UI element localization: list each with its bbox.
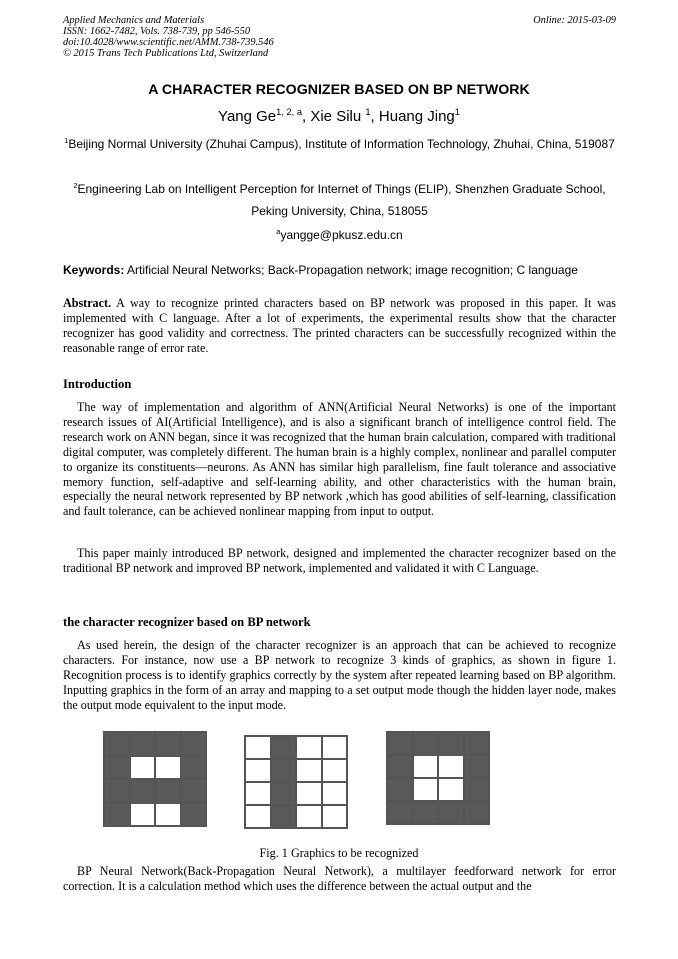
paper-title: A CHARACTER RECOGNIZER BASED ON BP NETWORK: [148, 82, 530, 98]
issn-line: ISSN: 1662-7482, Vols. 738-739, pp 546-550: [63, 26, 251, 37]
filled-cell: [464, 732, 490, 755]
empty-cell: [130, 803, 156, 827]
journal-name: Applied Mechanics and Materials: [63, 15, 205, 26]
keywords-text: Artificial Neural Networks; Back-Propagation network; image recognition; C language: [124, 263, 578, 277]
filled-cell: [438, 732, 464, 755]
affiliation-text: Engineering Lab on Intelligent Perception for Internet of Things (ELIP), Shenzhen Graduate School, Peking University, China, 518055: [77, 182, 606, 218]
filled-cell: [155, 732, 181, 756]
empty-cell: [296, 805, 322, 828]
abstract-label: Abstract.: [63, 296, 112, 310]
filled-cell: [413, 732, 439, 755]
filled-cell: [181, 732, 207, 756]
intro-paragraph-2: This paper mainly introduced BP network, designed and implemented the character recognizer based on the traditional BP network and improved BP network, implemented and validated it with C Language.: [63, 546, 616, 575]
graphic-grid-1: [103, 731, 207, 827]
empty-cell: [245, 782, 271, 805]
affiliation-sup: 1: [64, 136, 69, 145]
filled-cell: [104, 779, 130, 803]
author-name: Huang Jing: [378, 108, 455, 125]
graphic-grid-3: [386, 731, 490, 825]
online-date: Online: 2015-03-09: [533, 15, 616, 26]
empty-cell: [322, 805, 348, 828]
author-name: Yang Ge: [218, 108, 277, 125]
section-paragraph-1: As used herein, the design of the character recognizer is an approach that can be achieved to recognize characters. For instance, now use a BP network to recognize 3 kinds of graphics, as shown in figure 1. Recognition process is to identify graphics correctly by the system after repeated learning based on BP algorithm. Inputting graphics in the form of an array and mapping to a set output mode though the hidden layer node, makes the output mode equivalent to the input mode.: [63, 638, 616, 712]
empty-cell: [322, 736, 348, 759]
intro-heading: Introduction: [63, 377, 132, 391]
email-sup: a: [276, 227, 281, 236]
copyright-line: © 2015 Trans Tech Publications Ltd, Switzerland: [63, 48, 269, 59]
figure-caption: Fig. 1 Graphics to be recognized: [259, 846, 419, 860]
filled-cell: [104, 803, 130, 827]
empty-cell: [245, 805, 271, 828]
author-name: Xie Silu: [310, 108, 366, 125]
filled-cell: [387, 732, 413, 755]
filled-cell: [181, 803, 207, 827]
filled-cell: [271, 805, 297, 828]
filled-cell: [464, 778, 490, 801]
affiliation-text: Beijing Normal University (Zhuhai Campus), Institute of Information Technology, Zhuhai, China, 519087: [68, 137, 615, 151]
author-line: [0, 108, 678, 125]
journal-meta: [63, 15, 274, 59]
empty-cell: [322, 782, 348, 805]
filled-cell: [130, 732, 156, 756]
keywords: [63, 263, 616, 277]
author-email: [63, 224, 616, 246]
author-sep: ,: [302, 108, 311, 125]
affiliation-1: [63, 133, 616, 155]
email-text: yangge@pkusz.edu.cn: [280, 228, 403, 242]
empty-cell: [296, 782, 322, 805]
empty-cell: [322, 759, 348, 782]
filled-cell: [464, 755, 490, 778]
author-sup: 1, 2, a: [276, 107, 302, 117]
filled-cell: [271, 759, 297, 782]
empty-cell: [155, 803, 181, 827]
affiliation-2: [63, 178, 616, 222]
affiliation-sup: 2: [73, 181, 78, 190]
graphic-grid-2: [244, 735, 348, 829]
filled-cell: [104, 732, 130, 756]
empty-cell: [438, 778, 464, 801]
author-sup: 1: [365, 107, 371, 117]
filled-cell: [271, 736, 297, 759]
doi-line: doi:10.4028/www.scientific.net/AMM.738-739.546: [63, 37, 274, 48]
filled-cell: [181, 779, 207, 803]
filled-cell: [387, 778, 413, 801]
abstract-text: A way to recognize printed characters based on BP network was proposed in this paper. It was implemented with C language. After a lot of experiments, the experimental results show that the character recognizer has good validity and correctness. The printed characters can be successfully recognized within the reasonable range of error rate.: [63, 296, 616, 355]
filled-cell: [464, 801, 490, 824]
empty-cell: [155, 756, 181, 780]
filled-cell: [387, 801, 413, 824]
filled-cell: [387, 755, 413, 778]
empty-cell: [245, 736, 271, 759]
keywords-label: Keywords:: [63, 263, 125, 277]
empty-cell: [413, 778, 439, 801]
empty-cell: [130, 756, 156, 780]
empty-cell: [413, 755, 439, 778]
intro-paragraph-1: The way of implementation and algorithm of ANN(Artificial Neural Networks) is one of the important research issues of AI(Artificial Intelligence), and is also a significant branch of intelligence control field. The research work on ANN began, since it was recognized that the human brain calculation, compared with traditional digital computer, was completely different. The human brain is a highly complex, nonlinear and parallel computer to organize its constituents—neurons. As ANN has similar high parallelism, fine fault tolerance and associative memory function, self-adaptive and self-learning ability, and other characteristics with the human brain, especially the neural network represented by BP network ,which has good abilities of self-learning, classification and fault tolerance, can be achieved nonlinear mapping from input to output.: [63, 400, 616, 519]
empty-cell: [296, 759, 322, 782]
author-sep: ,: [370, 108, 379, 125]
empty-cell: [296, 736, 322, 759]
empty-cell: [438, 755, 464, 778]
figure-1: [0, 731, 678, 828]
empty-cell: [245, 759, 271, 782]
abstract: [63, 296, 616, 356]
section-heading: the character recognizer based on BP network: [63, 615, 311, 629]
filled-cell: [104, 756, 130, 780]
filled-cell: [155, 779, 181, 803]
filled-cell: [130, 779, 156, 803]
filled-cell: [181, 756, 207, 780]
filled-cell: [413, 801, 439, 824]
author-sup: 1: [454, 107, 460, 117]
section-paragraph-2: BP Neural Network(Back-Propagation Neural Network), a multilayer feedforward network for error correction. It is a calculation method which uses the difference between the actual output and the: [63, 864, 616, 893]
filled-cell: [438, 801, 464, 824]
filled-cell: [271, 782, 297, 805]
